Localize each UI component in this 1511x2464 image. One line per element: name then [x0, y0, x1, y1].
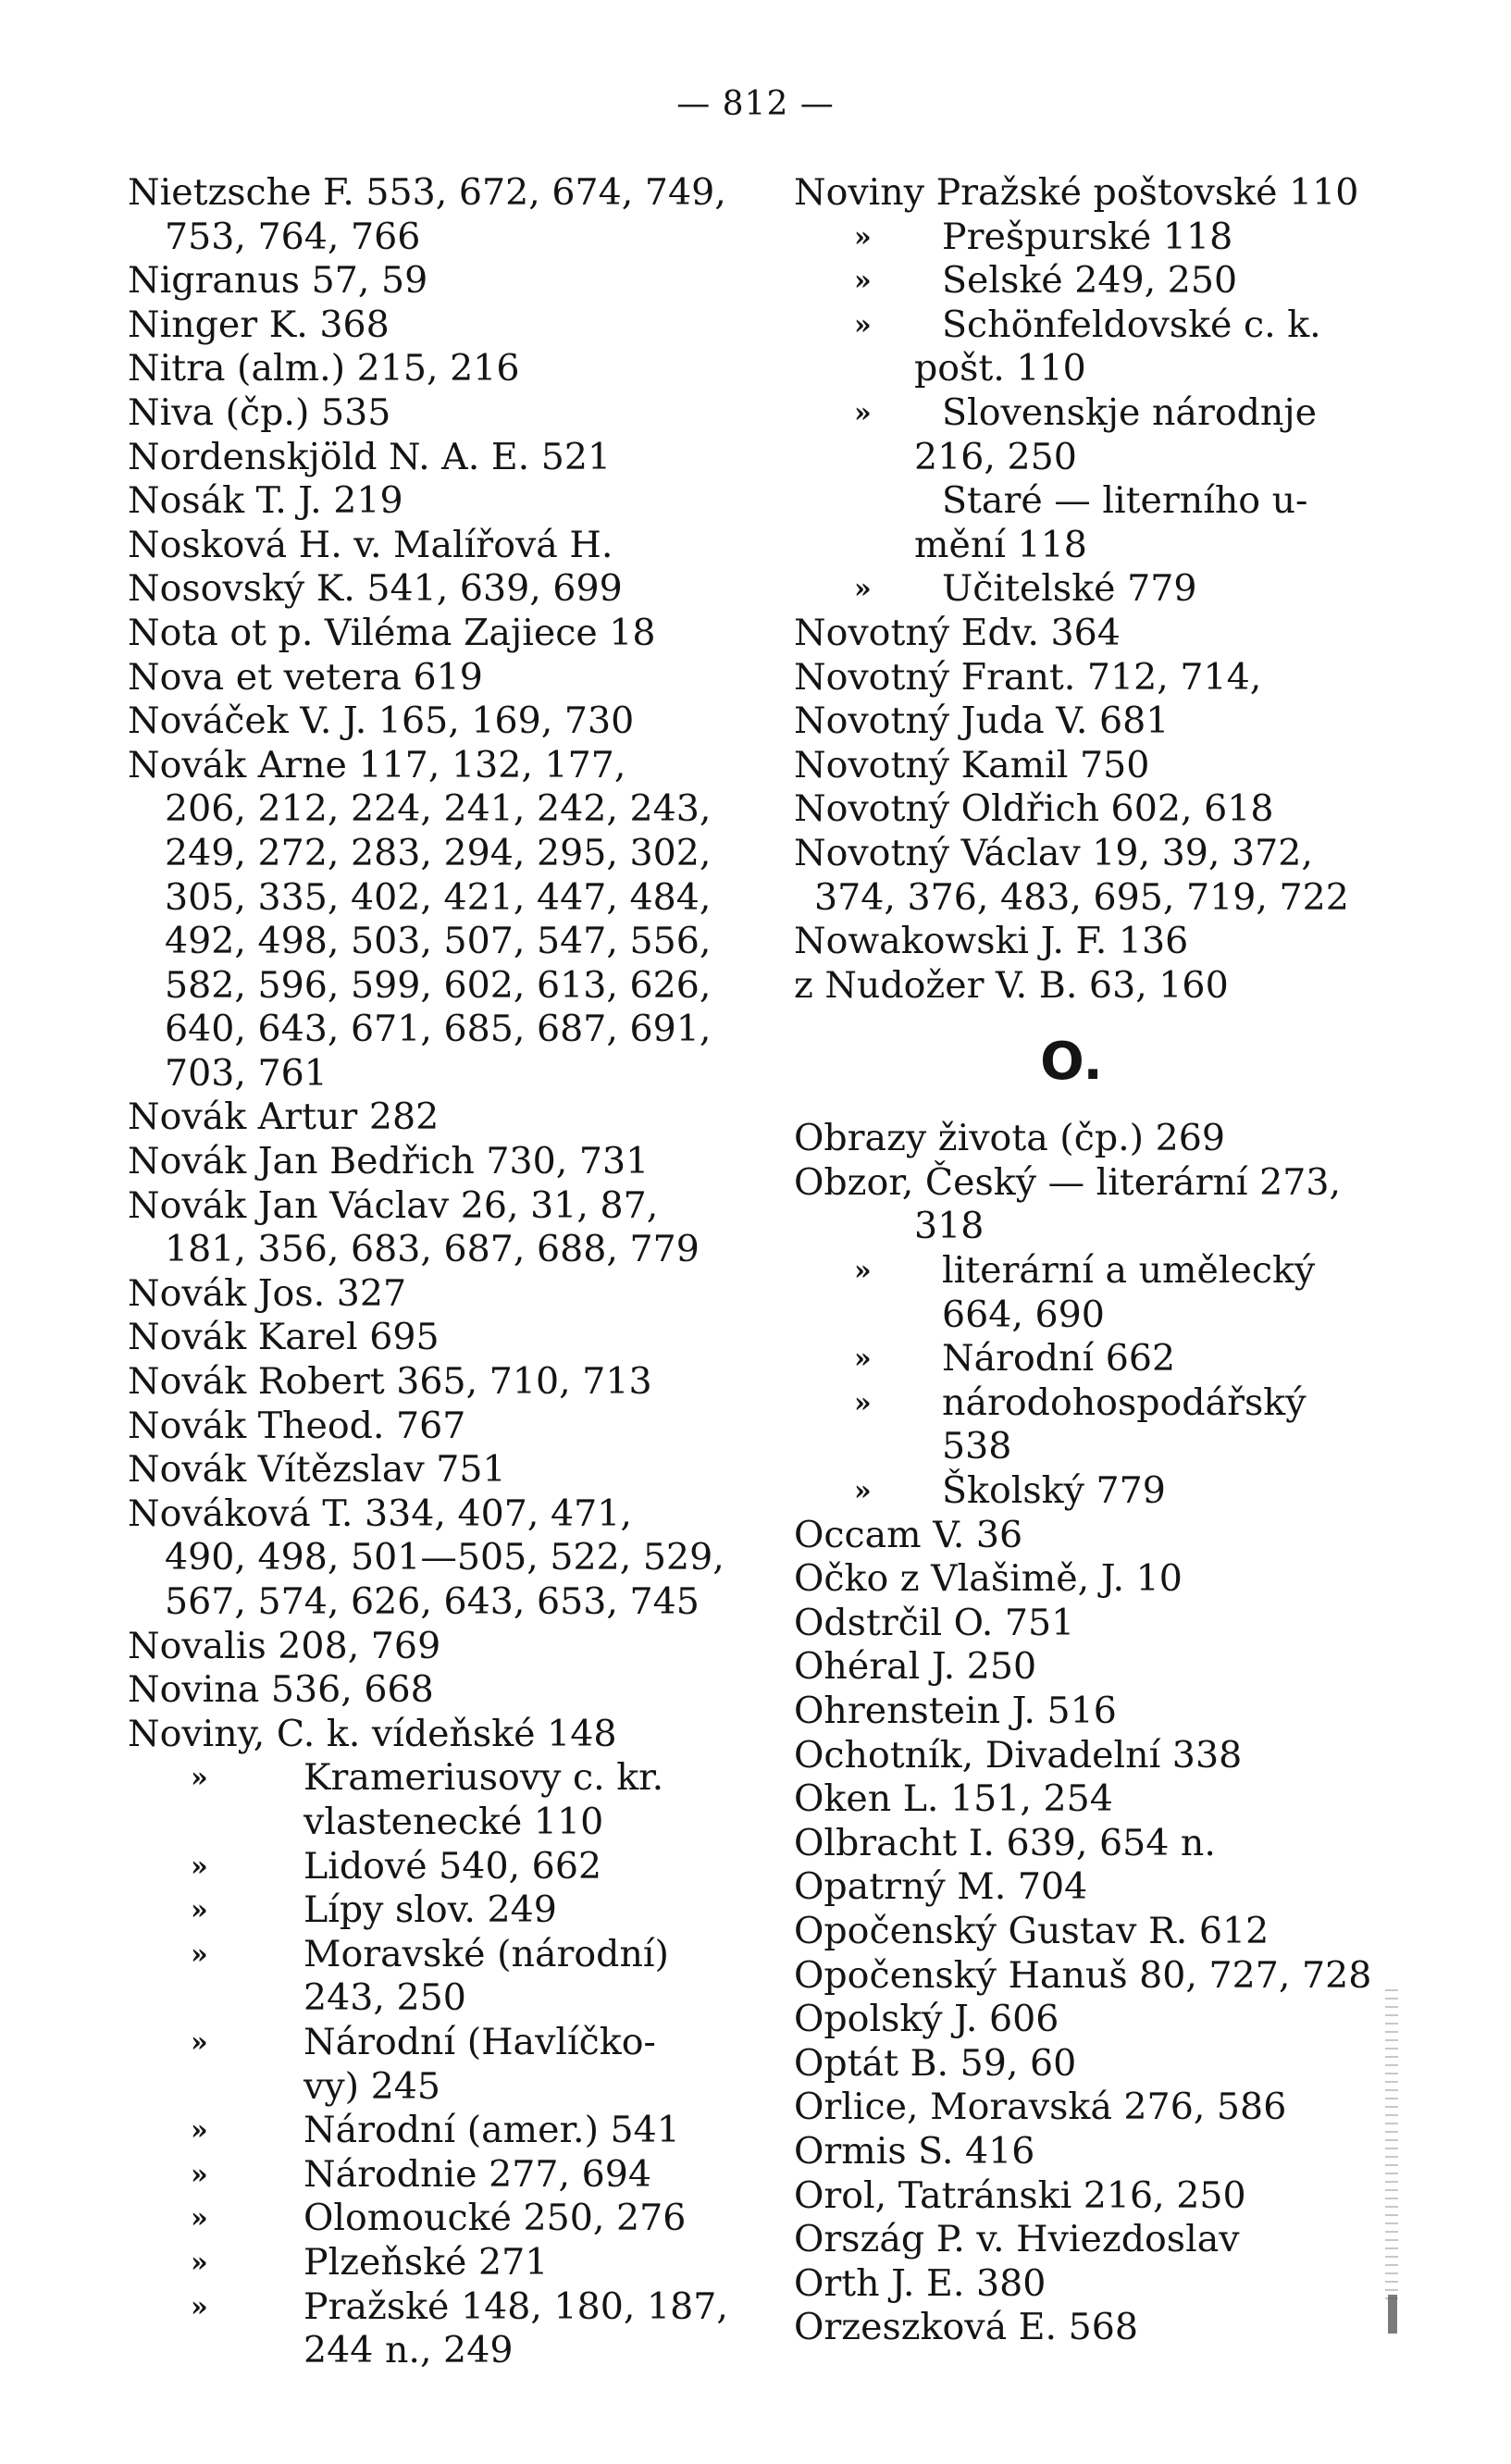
- subentry-text: Slovenskje národnje: [942, 390, 1317, 434]
- index-subentry: [128, 2021, 729, 2065]
- index-entry: Nitra (alm.) 215, 216: [128, 347, 520, 390]
- subentry-text: Staré — literního u-: [942, 479, 1308, 523]
- subentry-text: Krameriusovy c. kr.: [303, 1756, 664, 1800]
- ditto-mark: »: [854, 396, 872, 429]
- index-entry: Očko z Vlašimě, J. 10: [794, 1557, 1183, 1601]
- index-subentry-continuation: 216, 250: [914, 435, 1077, 478]
- index-entry: Ochotník, Divadelní 338: [794, 1733, 1243, 1777]
- ditto-mark: »: [854, 265, 872, 298]
- ditto-mark: »: [191, 1762, 208, 1795]
- ditto-mark: »: [854, 1386, 872, 1419]
- section-heading-letter-o: O.: [1040, 1032, 1103, 1093]
- index-entry: Odstrčil O. 751: [794, 1601, 1075, 1644]
- index-entry-continuation: 492, 498, 503, 507, 547, 556,: [165, 920, 712, 963]
- index-subentry: [128, 1756, 729, 1801]
- index-entry: Novák Artur 282: [128, 1096, 440, 1139]
- index-subentry: [794, 216, 1405, 260]
- index-subentry: [128, 2197, 729, 2241]
- ditto-mark: »: [191, 2290, 208, 2323]
- ditto-mark: »: [854, 1255, 872, 1288]
- subentry-text: vy) 245: [303, 2064, 440, 2108]
- index-entry: Nordenskjöld N. A. E. 521: [128, 435, 612, 478]
- index-entry: Ország P. v. Hviezdoslav: [794, 2218, 1240, 2261]
- index-entry: Nosková H. v. Malířová H.: [128, 523, 613, 566]
- index-entry: Orth J. E. 380: [794, 2261, 1047, 2305]
- index-subentry: [128, 2109, 729, 2153]
- subentry-text: Plzeňské 271: [303, 2240, 549, 2284]
- index-subentry: [128, 2241, 729, 2285]
- index-entry: Nota ot p. Viléma Zajiece 18: [128, 611, 656, 654]
- ditto-mark: »: [191, 2246, 208, 2279]
- index-subentry: [794, 391, 1405, 436]
- index-entry-continuation: 640, 643, 671, 685, 687, 691,: [165, 1008, 712, 1051]
- index-entry: Novák Jan Bedřich 730, 731: [128, 1140, 650, 1183]
- index-entry: Occam V. 36: [794, 1513, 1023, 1556]
- index-column-right: [794, 171, 1405, 2350]
- subentry-text: vlastenecké 110: [303, 1800, 604, 1843]
- index-subentry: [794, 567, 1405, 612]
- index-entry: Orol, Tatránski 216, 250: [794, 2173, 1246, 2217]
- index-entry: Novák Vítězslav 751: [128, 1448, 506, 1492]
- index-entry: Ninger K. 368: [128, 303, 390, 346]
- index-subentry: [128, 2153, 729, 2198]
- ditto-mark: »: [854, 573, 872, 606]
- index-entry: Ohéral J. 250: [794, 1645, 1037, 1689]
- index-subentry: [794, 1381, 1405, 1426]
- index-entry: Novák Karel 695: [128, 1316, 440, 1359]
- index-entry: Orlice, Moravská 276, 586: [794, 2086, 1287, 2129]
- index-entry-continuation: 567, 574, 626, 643, 653, 745: [165, 1580, 700, 1623]
- page-number: — 812 —: [676, 85, 835, 123]
- index-subentry: [794, 303, 1405, 348]
- index-entry: Nowakowski J. F. 136: [794, 920, 1189, 963]
- ditto-mark: »: [191, 1894, 208, 1927]
- ditto-mark: »: [854, 220, 872, 254]
- ditto-mark: »: [854, 308, 872, 341]
- index-entry: Noviny Pražské poštovské 110: [794, 171, 1359, 214]
- subentry-text: Národnie 277, 694: [303, 2152, 651, 2196]
- index-entry: Opočenský Gustav R. 612: [794, 1909, 1269, 1952]
- index-subentry: [128, 1933, 729, 1977]
- index-entry-continuation: 753, 764, 766: [165, 215, 421, 258]
- subentry-text: Národní 662: [942, 1337, 1176, 1381]
- subentry-text: Národní (amer.) 541: [303, 2109, 680, 2152]
- index-entry: Novotný Frant. 712, 714,: [794, 655, 1262, 699]
- index-subentry-continuation: [128, 2329, 729, 2373]
- index-entry: Nigranus 57, 59: [128, 259, 428, 303]
- index-entry: Novotný Juda V. 681: [794, 700, 1170, 743]
- subentry-text: Lípy slov. 249: [303, 1888, 557, 1932]
- index-entry: Optát B. 59, 60: [794, 2041, 1077, 2085]
- index-subentry: [128, 1888, 729, 1933]
- index-entry: Nietzsche F. 553, 672, 674, 749,: [128, 171, 726, 214]
- ditto-mark: »: [191, 2025, 208, 2059]
- index-entry: Orzeszková E. 568: [794, 2306, 1139, 2349]
- index-entry: Nosák T. J. 219: [128, 479, 403, 523]
- subentry-text: Národní (Havlíčko-: [303, 2020, 656, 2063]
- index-entry: Nova et vetera 619: [128, 655, 483, 699]
- subentry-text: Schönfeldovské c. k.: [942, 303, 1321, 346]
- ditto-mark: »: [191, 2158, 208, 2191]
- index-entry: Nováček V. J. 165, 169, 730: [128, 700, 635, 743]
- ditto-mark: »: [191, 1938, 208, 1971]
- index-entry: Novák Jan Václav 26, 31, 87,: [128, 1183, 659, 1227]
- index-entry-continuation: 249, 272, 283, 294, 295, 302,: [165, 831, 712, 874]
- index-entry-continuation: 318: [914, 1205, 985, 1248]
- index-entry: Olbracht I. 639, 654 n.: [794, 1821, 1216, 1864]
- index-subentry: [794, 1337, 1405, 1381]
- index-subentry: [128, 1845, 729, 1889]
- index-entry: Obrazy života (čp.) 269: [794, 1117, 1226, 1160]
- index-entry: Novák Theod. 767: [128, 1404, 466, 1447]
- index-subentry: [794, 259, 1405, 303]
- subentry-text: 243, 250: [303, 1976, 466, 2020]
- subentry-text: 244 n., 249: [303, 2329, 514, 2372]
- index-column-left: [128, 171, 729, 2373]
- ditto-mark: »: [191, 2114, 208, 2148]
- ditto-mark: »: [191, 2202, 208, 2235]
- subentry-text: Moravské (národní): [303, 1932, 669, 1975]
- index-entry: Opatrný M. 704: [794, 1865, 1088, 1909]
- subentry-text: Prešpurské 118: [942, 215, 1233, 258]
- subentry-text: Učitelské 779: [942, 567, 1197, 611]
- index-entry: Noviny, C. k. vídeňské 148: [128, 1712, 617, 1755]
- index-entry: Oken L. 151, 254: [794, 1777, 1113, 1821]
- index-subentry-continuation: [794, 1294, 1405, 1338]
- scan-edge-artifact: [1388, 2295, 1397, 2334]
- index-entry: Novotný Edv. 364: [794, 611, 1121, 654]
- index-entry-continuation: 703, 761: [165, 1051, 328, 1095]
- index-entry: Ormis S. 416: [794, 2129, 1035, 2173]
- index-entry-continuation: 582, 596, 599, 602, 613, 626,: [165, 963, 712, 1007]
- index-entry: z Nudožer V. B. 63, 160: [794, 963, 1229, 1007]
- index-entry: Novák Robert 365, 710, 713: [128, 1360, 652, 1404]
- index-entry: Nováková T. 334, 407, 471,: [128, 1492, 632, 1535]
- subentry-text: Selské 249, 250: [942, 259, 1238, 303]
- index-entry: Ohrenstein J. 516: [794, 1690, 1117, 1732]
- index-subentry-continuation: mění 118: [914, 523, 1087, 566]
- index-entry: Nosovský K. 541, 639, 699: [128, 567, 623, 611]
- subentry-text: 664, 690: [942, 1293, 1105, 1336]
- index-subentry-continuation: [794, 1425, 1405, 1469]
- index-entry-continuation: 374, 376, 483, 695, 719, 722: [814, 875, 1349, 919]
- subentry-text: Školský 779: [942, 1469, 1166, 1513]
- subentry-text: Lidové 540, 662: [303, 1844, 602, 1888]
- subentry-text: 538: [942, 1425, 1012, 1468]
- index-entry: Novalis 208, 769: [128, 1624, 441, 1667]
- index-entry: Novotný Oldřich 602, 618: [794, 787, 1274, 831]
- index-entry-continuation: 181, 356, 683, 687, 688, 779: [165, 1228, 700, 1271]
- index-entry: Novák Arne 117, 132, 177,: [128, 743, 626, 786]
- index-entry-continuation: 490, 498, 501—505, 522, 529,: [165, 1536, 725, 1579]
- index-entry: Novotný Václav 19, 39, 372,: [794, 831, 1313, 874]
- index-subentry: [794, 1249, 1405, 1294]
- index-subentry-continuation: pošt. 110: [914, 347, 1086, 390]
- index-entry: Novina 536, 668: [128, 1668, 434, 1712]
- index-subentry-continuation: [128, 1976, 729, 2021]
- subentry-text: Pražské 148, 180, 187,: [303, 2284, 728, 2328]
- index-entry-continuation: 206, 212, 224, 241, 242, 243,: [165, 787, 712, 831]
- subentry-text: Olomoucké 250, 276: [303, 2197, 687, 2240]
- index-entry: Niva (čp.) 535: [128, 390, 391, 434]
- subentry-text: literární a umělecký: [942, 1249, 1316, 1293]
- scan-edge-artifact: [1385, 1989, 1398, 2304]
- index-subentry-continuation: [128, 2065, 729, 2110]
- index-subentry: [794, 1469, 1405, 1514]
- index-entry: Novotný Kamil 750: [794, 743, 1150, 786]
- index-subentry: [128, 2285, 729, 2330]
- ditto-mark: »: [854, 1475, 872, 1508]
- index-subentry: [794, 479, 1405, 524]
- ditto-mark: »: [854, 1343, 872, 1376]
- index-entry: Opolský J. 606: [794, 1998, 1059, 2041]
- ditto-mark: »: [191, 1850, 208, 1883]
- index-subentry-continuation: [128, 1801, 729, 1845]
- index-entry-continuation: 305, 335, 402, 421, 447, 484,: [165, 875, 712, 919]
- index-entry: Obzor, Český — literární 273,: [794, 1160, 1342, 1204]
- subentry-text: národohospodářský: [942, 1381, 1307, 1424]
- index-entry: Novák Jos. 327: [128, 1271, 407, 1315]
- index-entry: Opočenský Hanuš 80, 727, 728: [794, 1953, 1372, 1997]
